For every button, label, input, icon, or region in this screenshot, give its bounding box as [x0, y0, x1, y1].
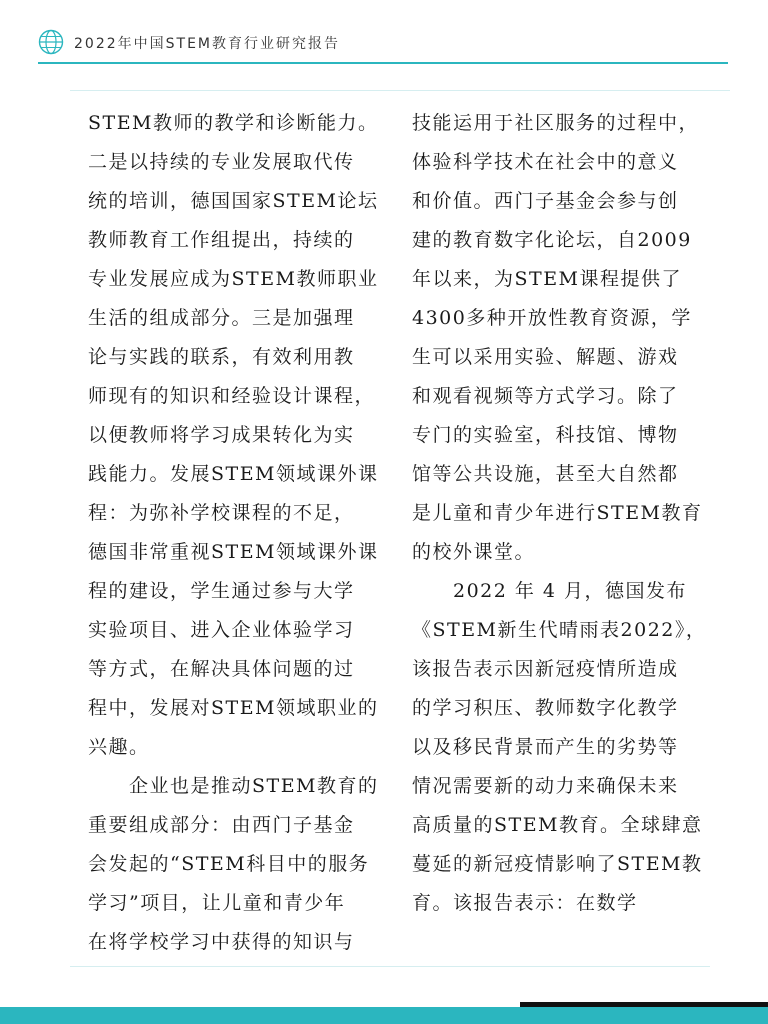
text-line: 技能运用于社区服务的过程中， — [412, 112, 700, 134]
text-line: 程：为弥补学校课程的不足， — [88, 502, 355, 524]
text-line: 企业也是推动STEM教育的 — [88, 775, 379, 797]
text-line: 二是以持续的专业发展取代传 — [88, 151, 355, 173]
text-line: 和价值。西门子基金会参与创 — [412, 190, 679, 212]
text-line: 师现有的知识和经验设计课程， — [88, 385, 376, 407]
text-line: 4300多种开放性教育资源，学 — [412, 307, 692, 329]
text-line: 专业发展应成为STEM教师职业 — [88, 268, 379, 290]
text-line: 程的建设，学生通过参与大学 — [88, 580, 355, 602]
bottom-divider — [70, 966, 710, 967]
text-line: 体验科学技术在社会中的意义 — [412, 151, 679, 173]
text-line: 的学习积压、教师数字化教学 — [412, 697, 679, 719]
text-line: 育。该报告表示：在数学 — [412, 892, 638, 914]
text-line: 专门的实验室，科技馆、博物 — [412, 424, 679, 446]
globe-icon — [38, 29, 64, 55]
report-title: 2022年中国STEM教育行业研究报告 — [74, 36, 340, 52]
top-divider — [70, 90, 730, 91]
text-line: 程中，发展对STEM领域职业的 — [88, 697, 379, 719]
text-line: 馆等公共设施，甚至大自然都 — [412, 463, 679, 485]
text-line: 实验项目、进入企业体验学习 — [88, 619, 355, 641]
text-line: 教师教育工作组提出，持续的 — [88, 229, 355, 251]
text-line: 年以来，为STEM课程提供了 — [412, 268, 683, 290]
text-line: 该报告表示因新冠疫情所造成 — [412, 658, 679, 680]
text-line: 以及移民背景而产生的劣势等 — [412, 736, 679, 758]
text-line: 统的培训，德国国家STEM论坛 — [88, 190, 379, 212]
text-line: 以便教师将学习成果转化为实 — [88, 424, 355, 446]
text-line: 建的教育数字化论坛，自2009 — [412, 229, 692, 251]
header-divider — [38, 62, 728, 64]
text-line: 在将学校学习中获得的知识与 — [88, 931, 355, 953]
right-text-column — [412, 104, 712, 923]
text-line: 是儿童和青少年进行STEM教育 — [412, 502, 703, 524]
footer-accent-bar — [0, 1007, 768, 1024]
text-line: 论与实践的联系，有效利用教 — [88, 346, 355, 368]
text-line: 的校外课堂。 — [412, 541, 536, 563]
text-line: 蔓延的新冠疫情影响了STEM教 — [412, 853, 703, 875]
text-line: 重要组成部分：由西门子基金 — [88, 814, 355, 836]
text-line: 学习”项目，让儿童和青少年 — [88, 892, 346, 914]
text-line: 生可以采用实验、解题、游戏 — [412, 346, 679, 368]
text-line: 2022 年 4 月，德国发布 — [412, 580, 688, 602]
text-line: 德国非常重视STEM领域课外课 — [88, 541, 379, 563]
text-line: 会发起的“STEM科目中的服务 — [88, 853, 370, 875]
text-line: 和观看视频等方式学习。除了 — [412, 385, 679, 407]
text-line: 兴趣。 — [88, 736, 150, 758]
text-line: STEM教师的教学和诊断能力。 — [88, 112, 379, 134]
text-line: 情况需要新的动力来确保未来 — [412, 775, 679, 797]
left-text-column — [88, 104, 388, 962]
text-line: 生活的组成部分。三是加强理 — [88, 307, 355, 329]
text-line: 践能力。发展STEM领域课外课 — [88, 463, 379, 485]
text-line: 高质量的STEM教育。全球肆意 — [412, 814, 703, 836]
page-header — [0, 0, 768, 66]
text-line: 《STEM新生代晴雨表2022》， — [412, 619, 707, 641]
text-line: 等方式，在解决具体问题的过 — [88, 658, 355, 680]
